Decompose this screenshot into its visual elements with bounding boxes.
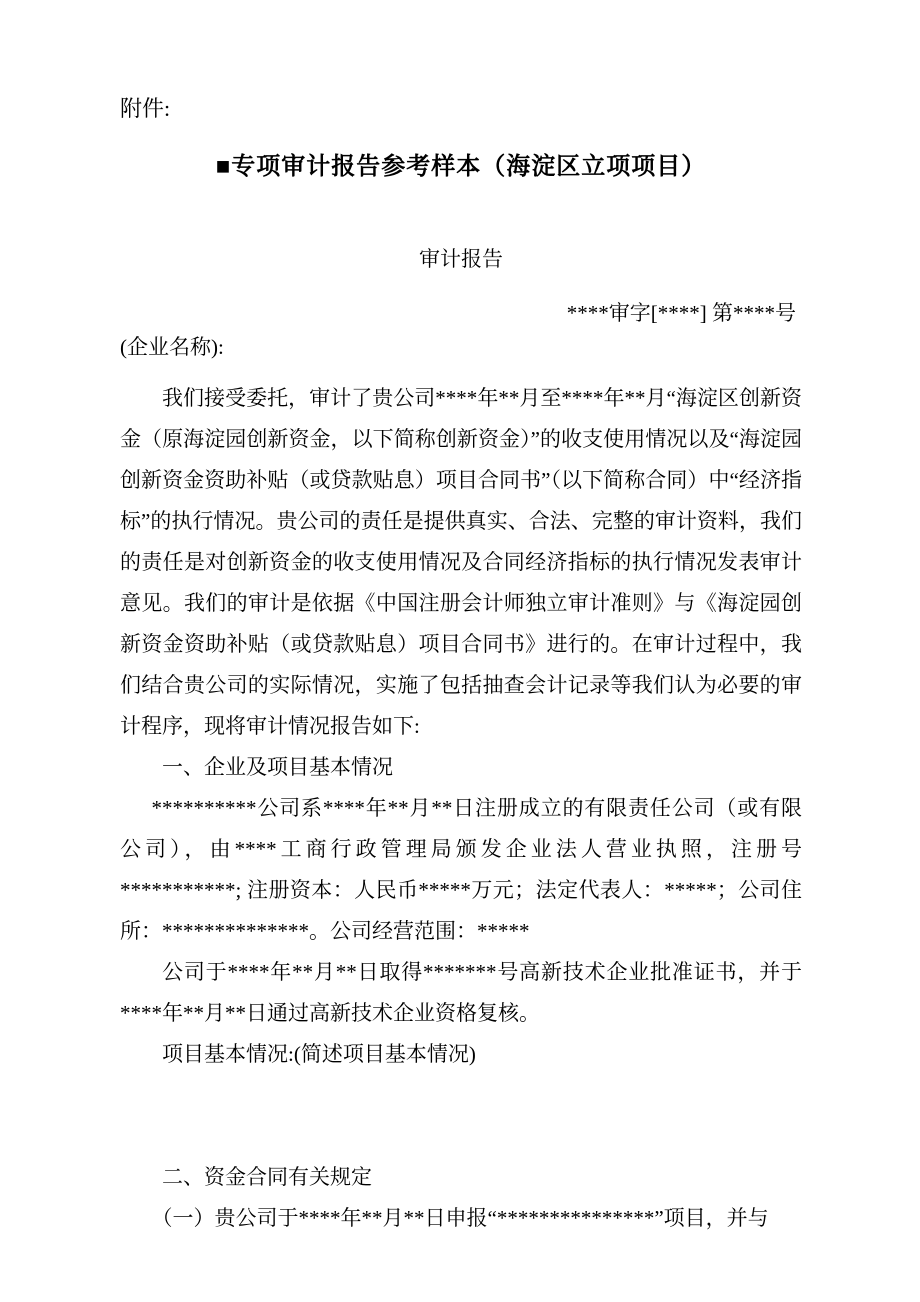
intro-paragraph: 我们接受委托，审计了贵公司****年**月至****年**月“海淀区创新资金（原海淀园创新资金，以下简称创新资金）”的收支使用情况以及“海淀园创新资金资助补贴（或贷款贴息）项目合同书”（以下简称合同）中“经济指标”的执行情况。贵公司的责任是提供真实、合法、完整的审计资料，我们的责任是对创新资金的收支使用情况及合同经济指标的执行情况发表审计意见。我们的审计是依据《中国注册会计师独立审计准则》与《海淀园创新资金资助补贴（或贷款贴息）项目合同书》进行的。在审计过程中，我们结合贵公司的实际情况，实施了包括抽查会计记录等我们认为必要的审计程序，现将审计情况报告如下:: [120, 386, 802, 738]
attachment-label: 附件:: [120, 96, 171, 121]
document-title: ■专项审计报告参考样本（海淀区立项项目）: [215, 154, 707, 180]
section1-paragraph-certificate: 公司于****年**月**日取得*******号高新技术企业批准证书，并于****年**月**日通过高新技术企业资格复核。: [120, 960, 802, 1025]
section2-paragraph-1: （一）贵公司于****年**月**日申报“***************”项目，并与: [151, 1206, 769, 1230]
section1-paragraph-company: **********公司系****年**月**日注册成立的有限责任公司（或有限公司），由****工商行政管理局颁发企业法人营业执照，注册号***********; 注册资本：人民币*****万元；法定代表人：*****；公司住所：**************。公司经营范围：*****: [120, 796, 802, 943]
section1-paragraph-project: 项目基本情况:(简述项目基本情况): [162, 1042, 476, 1066]
report-title: 审计报告: [419, 247, 503, 271]
company-name-label: (企业名称):: [120, 335, 224, 359]
section1-heading: 一、企业及项目基本情况: [162, 755, 393, 779]
section2-heading: 二、资金合同有关规定: [162, 1165, 372, 1189]
report-number: ****审字[****] 第****号: [566, 301, 796, 325]
